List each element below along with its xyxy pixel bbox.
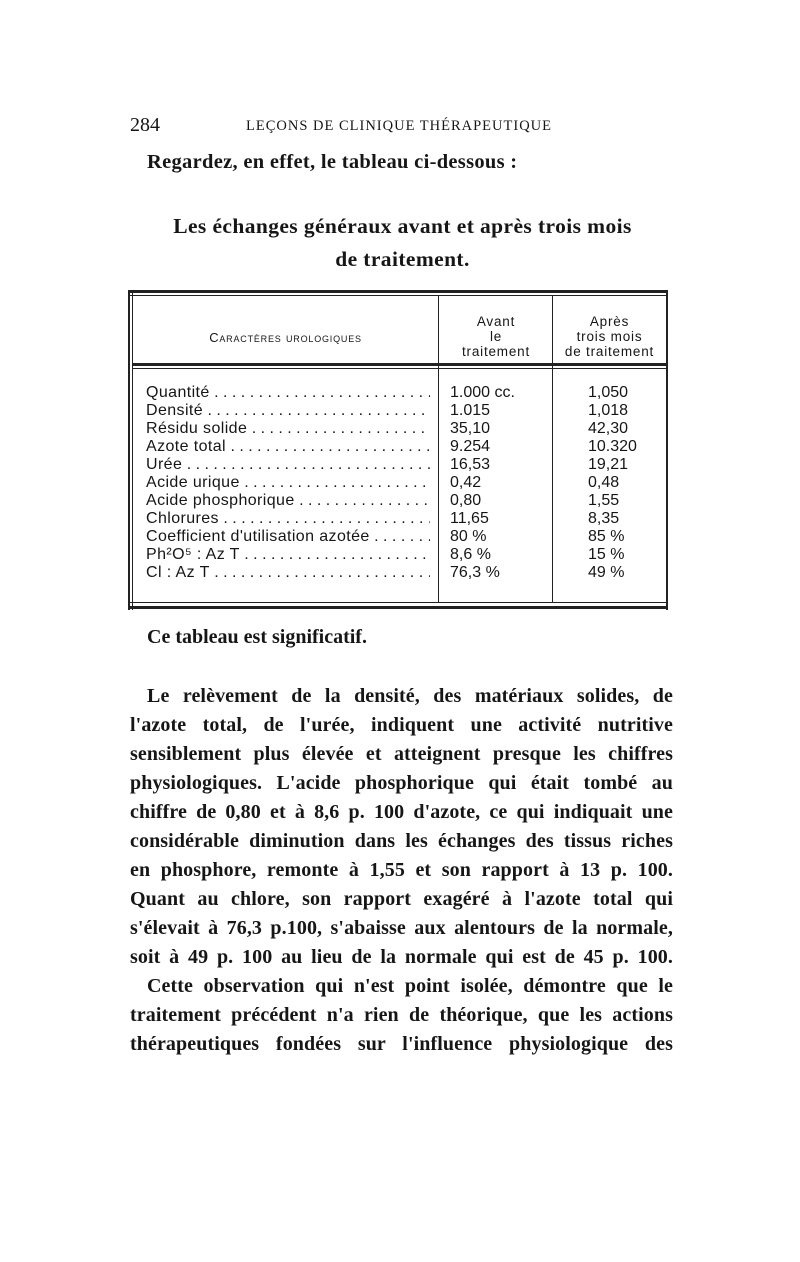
row-value-avant: 11,65 <box>450 510 489 527</box>
table-row <box>128 438 668 456</box>
row-label: Azote total . . . <box>146 438 430 456</box>
header-avant-line: le <box>489 329 503 344</box>
table-top-rule <box>128 290 668 293</box>
row-value-apres: 10.320 <box>588 438 637 455</box>
row-label: Densité . . . <box>146 402 430 420</box>
paragraph-line: physiologiques. L'acide phosphorique qui était tombé au <box>130 772 673 794</box>
row-value-apres: 85 % <box>588 528 625 545</box>
row-value-avant: 0,42 <box>450 474 482 491</box>
header-avant <box>441 314 551 359</box>
table-row <box>128 564 668 582</box>
row-value-apres: 8,35 <box>588 510 620 527</box>
row-value-avant: 9.254 <box>450 438 491 455</box>
table-row <box>128 492 668 510</box>
table-bottom-rule-thin <box>128 602 668 603</box>
paragraph-line: traitement précédent n'a rien de théorique, que les actions <box>130 1004 673 1026</box>
row-value-apres: 1,018 <box>588 402 629 419</box>
paragraph-line: Quant au chlore, son rapport exagéré à l'azote total qui <box>130 888 673 910</box>
table-row <box>128 420 668 438</box>
row-value-apres: 19,21 <box>588 456 629 473</box>
header-caracteres <box>138 330 433 345</box>
table-row <box>128 510 668 528</box>
row-label: Quantité . . . <box>146 384 430 402</box>
header-separator-thin <box>132 368 666 369</box>
paragraph-line: thérapeutiques fondées sur l'influence physiologique des <box>130 1033 673 1055</box>
row-value-apres: 0,48 <box>588 474 620 491</box>
urology-table <box>128 290 668 610</box>
table-title-line-1: Les échanges généraux avant et après trois mois <box>173 214 632 238</box>
row-label: Acide phosphorique . . . <box>146 492 430 510</box>
row-label: Urée . . . <box>146 456 430 474</box>
row-value-apres: 15 % <box>588 546 625 563</box>
header-apres <box>553 314 666 359</box>
paragraph-line: Cette observation qui n'est point isolée, démontre que le <box>147 975 673 997</box>
row-value-avant: 80 % <box>450 528 487 545</box>
row-label: Résidu solide . . . <box>146 420 430 438</box>
table-comment: Ce tableau est significatif. <box>147 626 367 648</box>
intro-sentence: Regardez, en effet, le tableau ci-dessous : <box>147 151 518 173</box>
table-top-rule-thin <box>128 295 668 296</box>
header-apres-line: trois mois <box>576 329 643 344</box>
row-value-apres: 1,050 <box>588 384 629 401</box>
running-head <box>130 114 675 144</box>
table-row <box>128 528 668 546</box>
row-value-avant: 76,3 % <box>450 564 500 581</box>
header-apres-line: de traitement <box>564 344 655 359</box>
table-row <box>128 546 668 564</box>
paragraph-line: sensiblement plus élevée et atteignent presque les chiffres <box>130 743 673 765</box>
row-value-apres: 49 % <box>588 564 625 581</box>
table-row <box>128 456 668 474</box>
row-label: Ph²O⁵ : Az T . . . <box>146 546 430 564</box>
table-row <box>128 474 668 492</box>
row-label: Cl : Az T . . . <box>146 564 430 582</box>
row-value-apres: 42,30 <box>588 420 629 437</box>
paragraph-line: l'azote total, de l'urée, indiquent une activité nutritive <box>130 714 673 736</box>
table-title-line-2: de traitement. <box>335 247 470 271</box>
row-label: Acide urique . . . <box>146 474 430 492</box>
header-separator <box>132 363 666 366</box>
header-caracteres-label: Caractères urologiques <box>209 330 362 345</box>
header-avant-line: Avant <box>476 314 516 329</box>
header-apres-line: Après <box>589 314 630 329</box>
table-row <box>128 384 668 402</box>
row-value-avant: 8,6 % <box>450 546 491 563</box>
row-label: Chlorures . . . <box>146 510 430 528</box>
table-row <box>128 402 668 420</box>
row-value-avant: 35,10 <box>450 420 491 437</box>
header-avant-line: traitement <box>461 344 531 359</box>
paragraph-line: Le relèvement de la densité, des matériaux solides, de <box>147 685 673 707</box>
table-bottom-rule <box>128 606 668 609</box>
row-label: Coefficient d'utilisation azotée . . . <box>146 528 430 546</box>
row-value-avant: 1.015 <box>450 402 491 419</box>
running-title: LEÇONS DE CLINIQUE THÉRAPEUTIQUE <box>246 118 552 134</box>
paragraph-line: soit à 49 p. 100 au lieu de la normale qui est de 45 p. 100. <box>130 946 673 968</box>
paragraph-line: chiffre de 0,80 et à 8,6 p. 100 d'azote, ce qui indiquait une <box>130 801 673 823</box>
row-value-avant: 0,80 <box>450 492 482 509</box>
row-value-avant: 1.000 cc. <box>450 384 515 401</box>
row-value-avant: 16,53 <box>450 456 491 473</box>
row-value-apres: 1,55 <box>588 492 620 509</box>
page-number: 284 <box>130 114 160 136</box>
paragraph-line: s'élevait à 76,3 p.100, s'abaisse aux alentours de la normale, <box>130 917 673 939</box>
paragraph-line: en phosphore, remonte à 1,55 et son rapport à 13 p. 100. <box>130 859 673 881</box>
paragraph-line: considérable diminution dans les échanges des tissus riches <box>130 830 673 852</box>
